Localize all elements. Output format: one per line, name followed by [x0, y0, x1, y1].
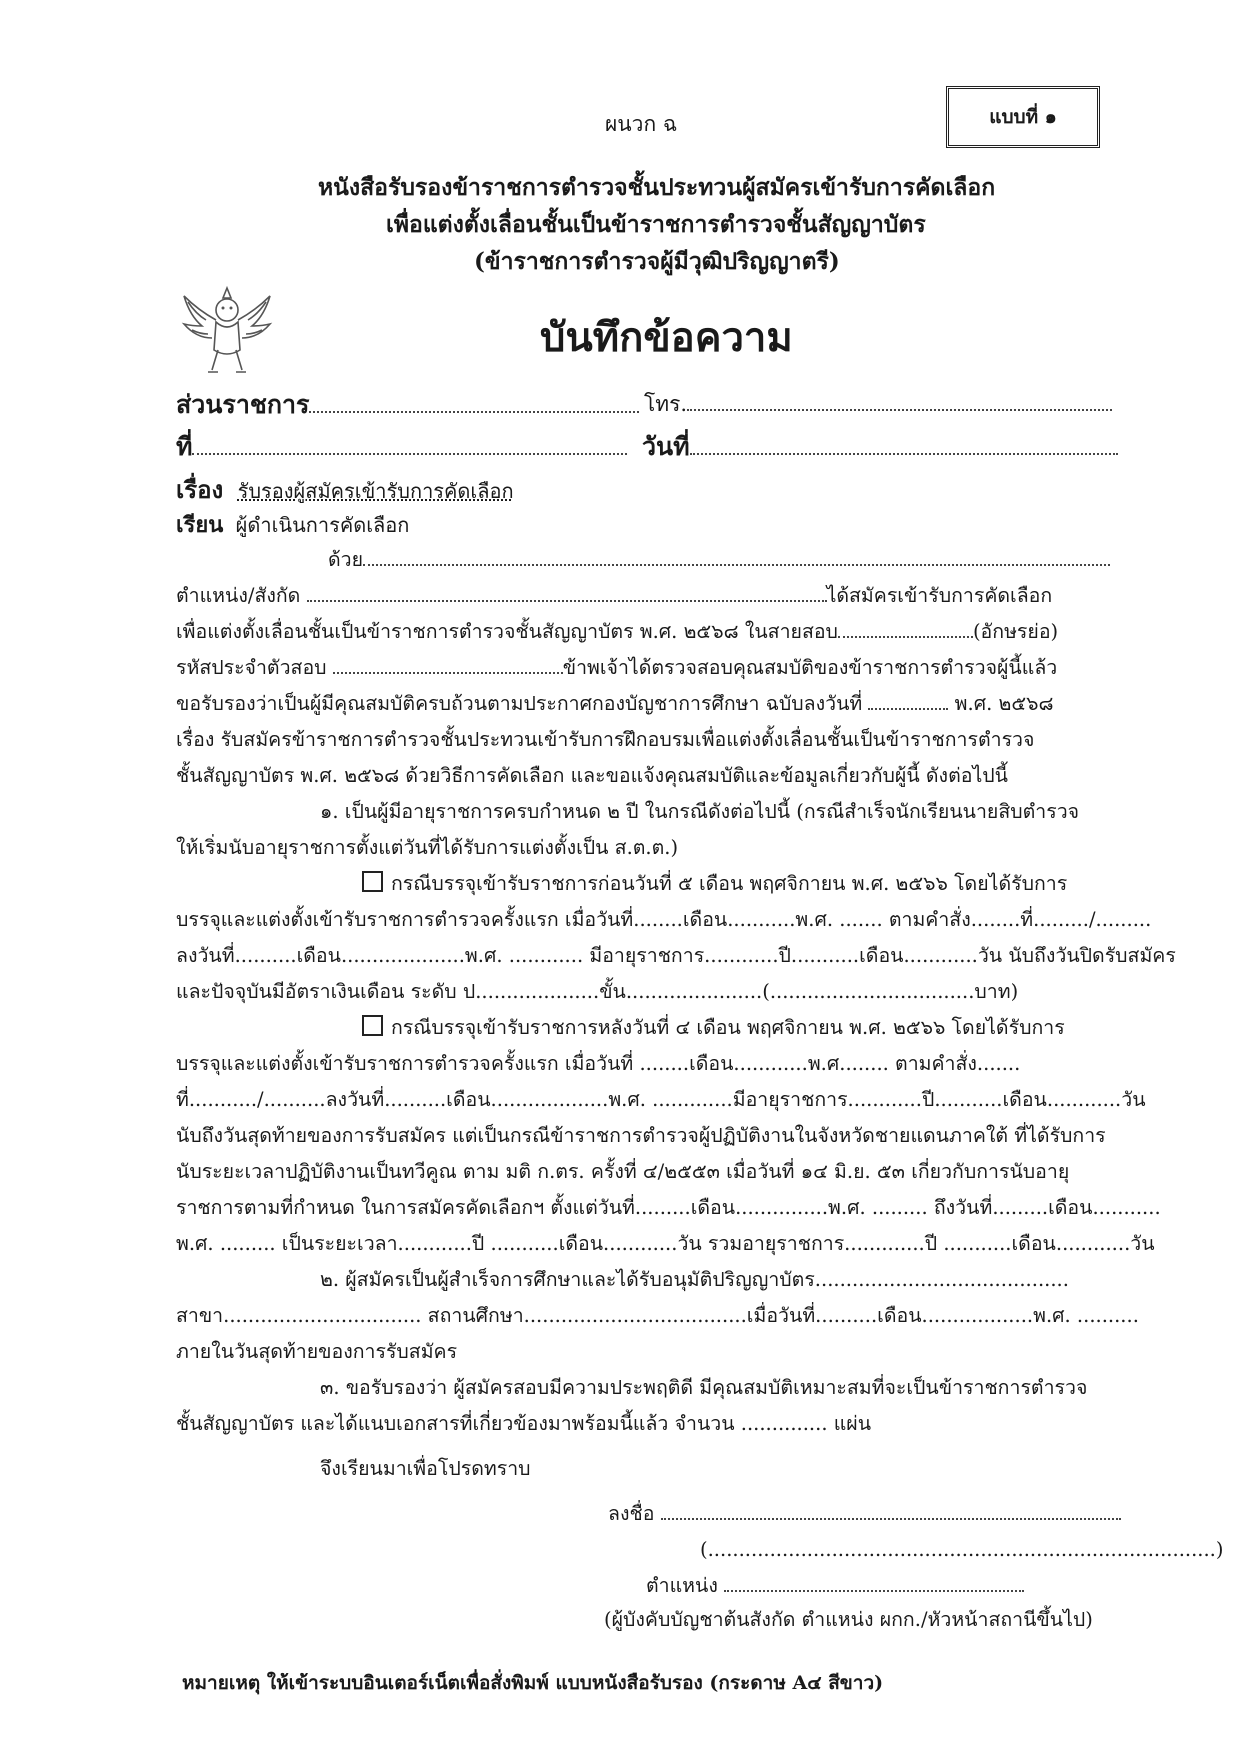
- form-number-box: แบบที่ ๑: [946, 86, 1100, 148]
- body-line-3: [176, 618, 1058, 646]
- subject-label: เรื่อง: [176, 475, 224, 504]
- signer-position-field[interactable]: [724, 1572, 1024, 1592]
- subject-row: [176, 470, 514, 509]
- tel-row: [644, 388, 1112, 421]
- body-text: (อักษรย่อ): [972, 620, 1059, 643]
- doc-title-line-3: (ข้าราชการตำรวจผู้มีวุฒิปริญญาตรี): [474, 248, 840, 275]
- case-a-line-1: [362, 870, 1067, 898]
- exam-track-field[interactable]: [838, 618, 973, 638]
- ref-label: ที่: [176, 432, 193, 461]
- case-a-line-4: และปัจจุบันมีอัตราเงินเดือน ระดับ ป....................ขั้น......................(.................................บาท): [176, 980, 1019, 1003]
- body-text: ด้วย: [328, 548, 364, 571]
- item-2-line-2: สาขา................................ สถานศึกษา....................................เมื่อวันที่..........เดือน..................พ.ศ. ..........: [176, 1304, 1139, 1327]
- closing-text: จึงเรียนมาเพื่อโปรดทราบ: [320, 1457, 531, 1480]
- position-row: [646, 1572, 1024, 1600]
- sign-label: ลงชื่อ: [608, 1502, 655, 1525]
- body-line-1: [328, 546, 1110, 574]
- item-1-line-1: ๑. เป็นผู้มีอายุราชการครบกำหนด ๒ ปี ในกรณีดังต่อไปนี้ (กรณีสำเร็จนักเรียนนายสิบตำรวจ: [320, 800, 1080, 823]
- body-line-5: [176, 690, 1054, 718]
- to-label: เรียน: [176, 512, 224, 538]
- body-text: ได้สมัครเข้ารับการคัดเลือก: [826, 584, 1053, 607]
- item-2-line-1: ๒. ผู้สมัครเป็นผู้สำเร็จการศึกษาและได้รับอนุมัติปริญญาบัตร.........................................: [320, 1268, 1069, 1291]
- to-value: ผู้ดำเนินการคัดเลือก: [235, 513, 410, 537]
- doc-title-line-2: เพื่อแต่งตั้งเลื่อนชั้นเป็นข้าราชการตำรวจชั้นสัญญาบัตร: [386, 211, 926, 238]
- signature-name-line: (..................................................................................): [700, 1538, 1224, 1561]
- date-row: [642, 427, 1118, 467]
- tel-field[interactable]: [687, 391, 1112, 411]
- agency-row: [176, 385, 639, 425]
- signature-field[interactable]: [661, 1500, 1121, 1520]
- case-a-checkbox[interactable]: [362, 871, 383, 892]
- to-row: [176, 507, 409, 542]
- case-b-line-1: [362, 1014, 1065, 1042]
- item-2-line-3: ภายในวันสุดท้ายของการรับสมัคร: [176, 1340, 458, 1363]
- announcement-date-field[interactable]: [868, 690, 948, 710]
- body-text: ข้าพเจ้าได้ตรวจสอบคุณสมบัติของข้าราชการตำรวจผู้นี้แล้ว: [562, 656, 1058, 679]
- body-line-2: [176, 582, 1052, 610]
- garuda-emblem-icon: [178, 280, 276, 380]
- body-line-7: ชั้นสัญญาบัตร พ.ศ. ๒๕๖๘ ด้วยวิธีการคัดเลือก และขอแจ้งคุณสมบัติและข้อมูลเกี่ยวกับผู้นี้ ดังต่อไปนี้: [176, 764, 1008, 787]
- footer-remark: หมายเหตุ ให้เข้าระบบอินเตอร์เน็ตเพื่อสั่งพิมพ์ แบบหนังสือรับรอง (กระดาษ A๔ สีขาว): [182, 1672, 884, 1694]
- case-a-line-2: บรรจุและแต่งตั้งเข้ารับราชการตำรวจครั้งแรก เมื่อวันที่........เดือน...........พ.ศ. ....... ตามคำสั่ง........ที่........./.........: [176, 908, 1152, 931]
- signature-row: [608, 1500, 1121, 1528]
- body-text: ตำแหน่ง/สังกัด: [176, 584, 307, 607]
- ref-field[interactable]: [192, 435, 627, 455]
- agency-label: ส่วนราชการ: [176, 390, 310, 419]
- body-text: ขอรับรองว่าเป็นผู้มีคุณสมบัติครบถ้วนตามประกาศกองบัญชาการศึกษา ฉบับลงวันที่: [176, 692, 869, 715]
- item-3-line-2: ชั้นสัญญาบัตร และได้แนบเอกสารที่เกี่ยวข้องมาพร้อมนี้แล้ว จำนวน .............. แผ่น: [176, 1412, 872, 1435]
- case-a-text: กรณีบรรจุเข้ารับราชการก่อนวันที่ ๕ เดือน พฤศจิกายน พ.ศ. ๒๕๖๖ โดยได้รับการ: [391, 872, 1068, 895]
- date-field[interactable]: [690, 435, 1118, 455]
- body-text: พ.ศ. ๒๕๖๘: [948, 692, 1054, 715]
- body-text: เพื่อแต่งตั้งเลื่อนชั้นเป็นข้าราชการตำรวจชั้นสัญญาบัตร พ.ศ. ๒๕๖๘ ในสายสอบ: [176, 620, 838, 643]
- item-1-line-2: ให้เริ่มนับอายุราชการตั้งแต่วันที่ได้รับการแต่งตั้งเป็น ส.ต.ต.): [176, 836, 679, 859]
- item-3-line-1: ๓. ขอรับรองว่า ผู้สมัครสอบมีความประพฤติดี มีคุณสมบัติเหมาะสมที่จะเป็นข้าราชการตำรวจ: [320, 1376, 1088, 1399]
- case-b-line-6: ราชการตามที่กำหนด ในการสมัครคัดเลือกฯ ตั้งแต่วันที่.........เดือน...............พ.ศ. ......... ถึงวันที่.........เดือน...........: [176, 1196, 1161, 1219]
- memo-title: บันทึกข้อความ: [540, 314, 793, 361]
- case-b-line-5: นับระยะเวลาปฏิบัติงานเป็นทวีคูณ ตาม มติ ก.ตร. ครั้งที่ ๔/๒๕๕๓ เมื่อวันที่ ๑๔ มิ.ย. ๕๓ เกี่ยวกับการนับอายุ: [176, 1160, 1070, 1183]
- case-b-line-3: ที่.........../..........ลงวันที่..........เดือน...................พ.ศ. .............มีอายุราชการ............ปี...........เดือน............วัน: [176, 1088, 1146, 1111]
- date-label: วันที่: [642, 432, 690, 461]
- case-b-checkbox[interactable]: [362, 1015, 383, 1036]
- signer-note: (ผู้บังคับบัญชาต้นสังกัด ตำแหน่ง ผกก./หัวหน้าสถานีขึ้นไป): [604, 1608, 1093, 1631]
- case-b-line-4: นับถึงวันสุดท้ายของการรับสมัคร แต่เป็นกรณีข้าราชการตำรวจผู้ปฏิบัติงานในจังหวัดชายแดนภาคใต้ ที่ได้รับการ: [176, 1124, 1106, 1147]
- applicant-name-field[interactable]: [363, 546, 1110, 566]
- position-affiliation-field[interactable]: [307, 582, 827, 602]
- body-line-4: [176, 654, 1057, 682]
- case-a-line-3: ลงวันที่..........เดือน....................พ.ศ. ............ มีอายุราชการ............ปี...........เดือน............วัน นับถึงวันปิดรับสมัคร: [176, 944, 1176, 967]
- case-b-text: กรณีบรรจุเข้ารับราชการหลังวันที่ ๔ เดือน พฤศจิกายน พ.ศ. ๒๕๖๖ โดยได้รับการ: [391, 1016, 1065, 1039]
- ref-row: [176, 427, 627, 467]
- case-b-line-2: บรรจุและแต่งตั้งเข้ารับราชการตำรวจครั้งแรก เมื่อวันที่ ........เดือน............พ.ศ........ ตามคำสั่ง.......: [176, 1052, 1021, 1075]
- position-label: ตำแหน่ง: [646, 1574, 718, 1597]
- case-b-line-7: พ.ศ. ......... เป็นระยะเวลา............ปี ...........เดือน............วัน รวมอายุราชการ.............ปี ...........เดือน............วัน: [176, 1232, 1155, 1255]
- body-text: รหัสประจำตัวสอบ: [176, 656, 333, 679]
- annex-label: ผนวก ฉ: [605, 112, 678, 136]
- tel-label: โทร.: [644, 392, 688, 416]
- doc-title-line-1: หนังสือรับรองข้าราชการตำรวจชั้นประทวนผู้สมัครเข้ารับการคัดเลือก: [318, 174, 996, 201]
- body-line-6: เรื่อง รับสมัครข้าราชการตำรวจชั้นประทวนเข้ารับการฝึกอบรมเพื่อแต่งตั้งเลื่อนชั้นเป็นข้าราชการตำรวจ: [176, 728, 1035, 751]
- subject-value: รับรองผู้สมัครเข้ารับการคัดเลือก: [237, 479, 514, 503]
- agency-field[interactable]: [309, 393, 639, 413]
- exam-id-field[interactable]: [333, 654, 563, 674]
